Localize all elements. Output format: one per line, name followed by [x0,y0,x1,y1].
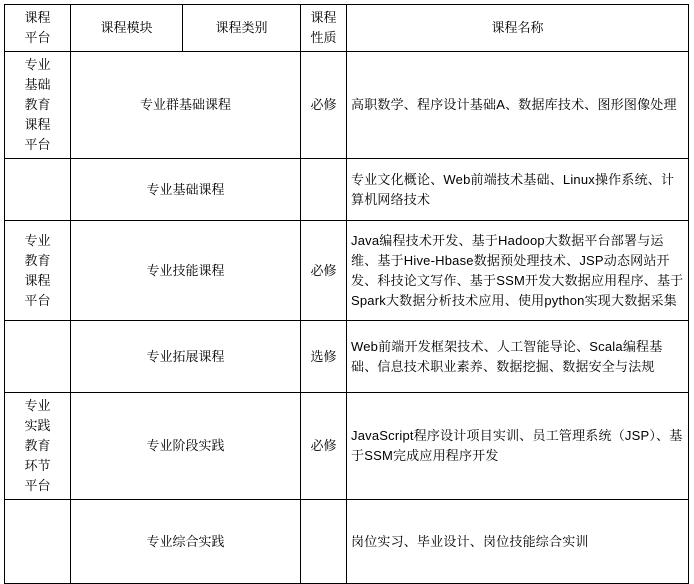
cell-course-name: JavaScript程序设计项目实训、员工管理系统（JSP）、基于SSM完成应用程序开发 [347,393,689,500]
table-row [5,221,689,321]
platform-line: 专业 [24,232,51,248]
cell-category: 专业群基础课程 [71,52,301,159]
cell-category: 专业技能课程 [71,221,301,321]
header-platform-line1: 课程 [24,10,51,25]
platform-line: 平台 [24,478,51,493]
header-nature-line1: 课程 [310,10,337,25]
platform-line: 基础 [24,77,51,92]
cell-category: 专业拓展课程 [71,321,301,393]
table-row [5,159,689,221]
header-name: 课程名称 [347,5,689,52]
cell-nature [301,159,347,221]
cell-nature: 必修 [301,221,347,321]
header-category: 课程类别 [183,5,301,52]
platform-line: 平台 [24,292,51,308]
cell-category: 专业基础课程 [71,159,301,221]
cell-category: 专业综合实践 [71,500,301,584]
header-platform-line2: 平台 [24,30,51,45]
platform-line: 专业 [24,57,51,72]
cell-platform [5,52,71,159]
cell-platform [5,221,71,321]
cell-course-name: 岗位实习、毕业设计、岗位技能综合实训 [347,500,689,584]
cell-course-name: 高职数学、程序设计基础A、数据库技术、图形图像处理 [347,52,689,159]
table-header [5,5,689,52]
platform-line: 教育 [24,97,51,112]
table-row [5,52,689,159]
cell-platform [5,159,71,221]
cell-platform [5,500,71,584]
curriculum-table [4,4,689,584]
table-row [5,500,689,584]
header-platform [5,5,71,52]
platform-line: 平台 [24,137,51,152]
cell-nature: 必修 [301,52,347,159]
table-row [5,321,689,393]
cell-course-name: Web前端开发框架技术、人工智能导论、Scala编程基础、信息技术职业素养、数据挖掘、数据安全与法规 [347,321,689,393]
table-row [5,393,689,500]
platform-line: 课程 [24,272,51,288]
cell-nature: 选修 [301,321,347,393]
cell-nature: 必修 [301,393,347,500]
table-body [5,52,689,584]
cell-course-name: 专业文化概论、Web前端技术基础、Linux操作系统、计算机网络技术 [347,159,689,221]
platform-line: 课程 [24,117,51,132]
platform-line: 实践 [24,418,51,433]
cell-category: 专业阶段实践 [71,393,301,500]
cell-nature [301,500,347,584]
cell-platform [5,321,71,393]
platform-line: 教育 [24,438,51,453]
platform-line: 教育 [24,252,51,268]
header-nature-line2: 性质 [310,30,337,45]
platform-line: 专业 [24,398,51,413]
header-nature [301,5,347,52]
cell-course-name: Java编程技术开发、基于Hadoop大数据平台部署与运维、基于Hive-Hbase数据预处理技术、JSP动态网站开发、科技论文写作、基于SSM开发大数据应用程序、基于Spark大数据分析技术应用、使用python实现大数据采集 [347,221,689,321]
table-header-row [5,5,689,52]
header-module: 课程模块 [71,5,183,52]
platform-line: 环节 [24,458,51,473]
cell-platform [5,393,71,500]
